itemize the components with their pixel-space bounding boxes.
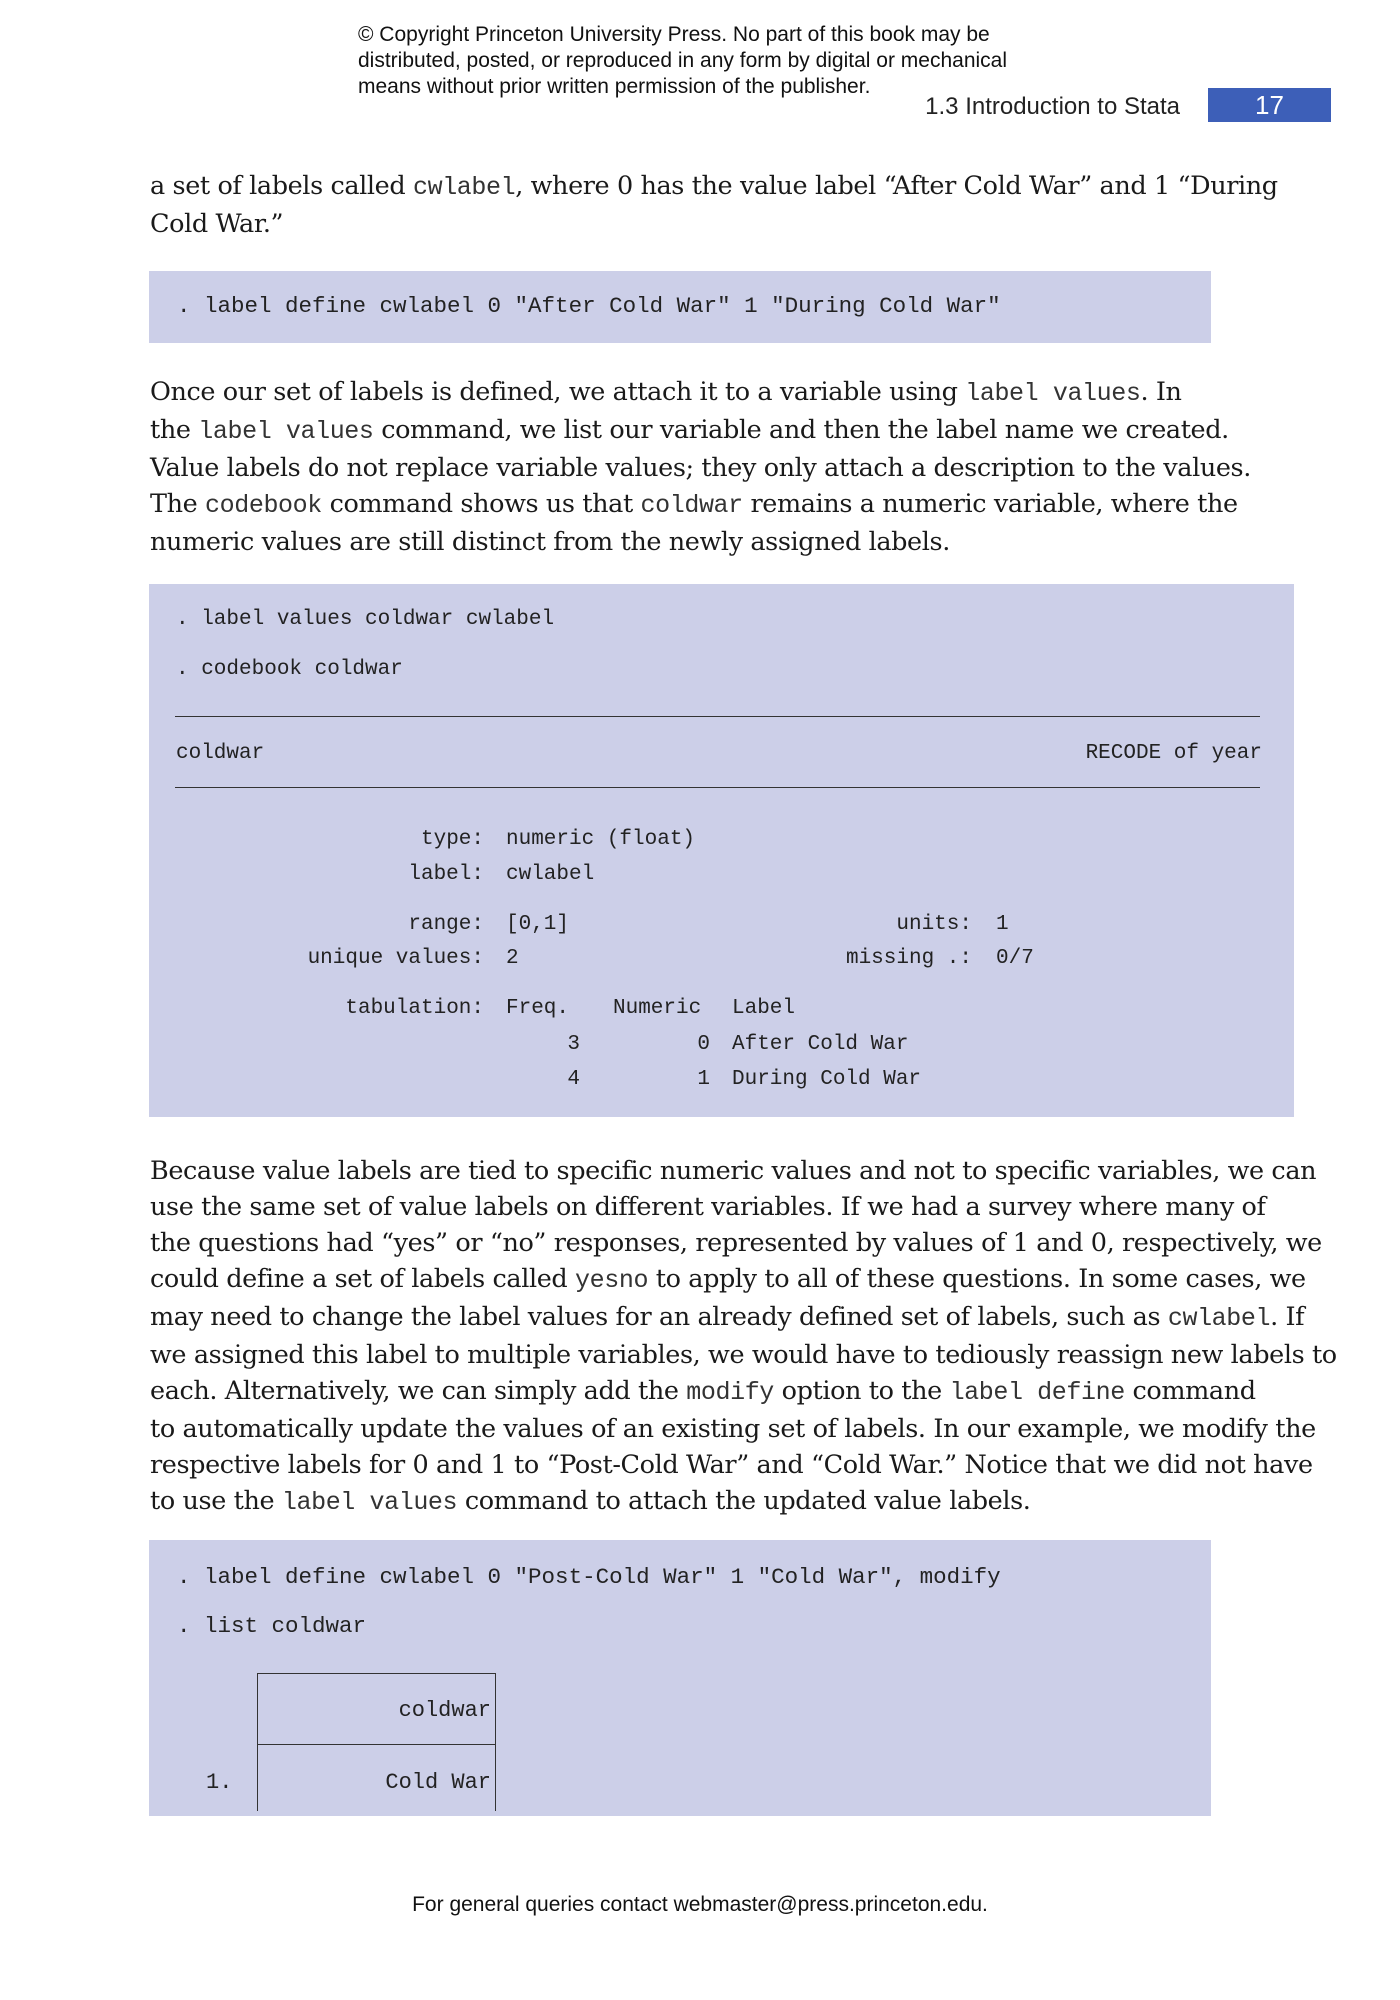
freq-cell: 3 bbox=[567, 1033, 580, 1056]
numeric-cell: 1 bbox=[697, 1068, 710, 1091]
code-command: . label define cwlabel 0 "After Cold War" 1 "During Cold War" bbox=[177, 293, 1001, 319]
table-header: Freq. bbox=[506, 997, 570, 1020]
field-value: cwlabel bbox=[506, 863, 595, 886]
code-block-2 bbox=[149, 584, 1294, 1117]
text-line: each. Alternatively, we can simply add the modify option to the label define command bbox=[150, 1376, 1256, 1407]
table-right-border bbox=[495, 1673, 496, 1811]
field-value: 2 bbox=[506, 947, 519, 970]
inline-code: cwlabel bbox=[1167, 1304, 1271, 1333]
table-header-divider bbox=[257, 1744, 495, 1745]
field-label: units: bbox=[896, 913, 972, 936]
text-line: to automatically update the values of an existing set of labels. In our example, we modify the bbox=[150, 1414, 1316, 1444]
field-label: label: bbox=[408, 863, 484, 886]
text-line: respective labels for 0 and 1 to “Post-Cold War” and “Cold War.” Notice that we did not have bbox=[150, 1450, 1313, 1480]
label-cell: After Cold War bbox=[732, 1033, 909, 1056]
label-cell: During Cold War bbox=[732, 1068, 922, 1091]
field-label: missing .: bbox=[845, 947, 972, 970]
code-command: . label values coldwar cwlabel bbox=[176, 608, 555, 631]
inline-code: cwlabel bbox=[412, 173, 516, 202]
code-command: . list coldwar bbox=[177, 1613, 367, 1639]
inline-code: yesno bbox=[575, 1266, 649, 1295]
list-cell: Cold War bbox=[385, 1770, 491, 1795]
table-left-border bbox=[257, 1673, 258, 1811]
text-line: may need to change the label values for an already defined set of labels, such as cwlabel. If bbox=[150, 1302, 1305, 1333]
variable-name: coldwar bbox=[176, 742, 265, 765]
inline-code: codebook bbox=[205, 491, 322, 520]
copyright-notice bbox=[358, 22, 1058, 100]
variable-description: RECODE of year bbox=[1085, 742, 1262, 765]
text-line: Once our set of labels is defined, we attach it to a variable using label values. In bbox=[150, 377, 1182, 408]
page-number: 17 bbox=[1208, 88, 1331, 122]
text-line: we assigned this label to multiple variables, we would have to tediously reassign new labels to bbox=[150, 1340, 1337, 1370]
field-value: numeric (float) bbox=[506, 828, 696, 851]
text-line: The codebook command shows us that coldwar remains a numeric variable, where the bbox=[150, 489, 1238, 520]
code-command: . label define cwlabel 0 "Post-Cold War" 1 "Cold War", modify bbox=[177, 1564, 1001, 1590]
text-line: use the same set of value labels on different variables. If we had a survey where many of bbox=[150, 1192, 1266, 1222]
copyright-line: means without prior written permission of the publisher. bbox=[358, 75, 871, 98]
text-line: numeric values are still distinct from the newly assigned labels. bbox=[150, 527, 950, 557]
copyright-line: distributed, posted, or reproduced in any form by digital or mechanical bbox=[358, 49, 1008, 72]
field-label: type: bbox=[420, 828, 484, 851]
table-header: Numeric bbox=[613, 997, 702, 1020]
numeric-cell: 0 bbox=[697, 1033, 710, 1056]
inline-code: label define bbox=[949, 1378, 1125, 1407]
text-line: Value labels do not replace variable values; they only attach a description to the values. bbox=[150, 453, 1251, 483]
field-value: [0,1] bbox=[506, 913, 570, 936]
inline-code: coldwar bbox=[640, 491, 743, 520]
text-line: Because value labels are tied to specific numeric values and not to specific variables, we can bbox=[150, 1156, 1317, 1186]
row-number: 1. bbox=[206, 1770, 233, 1795]
field-label: tabulation: bbox=[345, 997, 484, 1020]
running-head: 1.3 Introduction to Stata bbox=[925, 93, 1180, 120]
paragraph-3 bbox=[150, 1153, 1337, 1521]
list-column-header: coldwar bbox=[398, 1698, 491, 1723]
code-block-3 bbox=[149, 1540, 1211, 1816]
field-value: 0/7 bbox=[996, 947, 1034, 970]
text-line: the questions had “yes” or “no” responses, represented by values of 1 and 0, respectively, we bbox=[150, 1228, 1322, 1258]
copyright-line: © Copyright Princeton University Press. No part of this book may be bbox=[358, 23, 990, 46]
text-line: Cold War.” bbox=[150, 209, 284, 239]
text-line: the label values command, we list our variable and then the label name we created. bbox=[150, 415, 1229, 446]
freq-cell: 4 bbox=[567, 1068, 580, 1091]
field-label: range: bbox=[408, 913, 484, 936]
paragraph-2 bbox=[150, 374, 1251, 560]
divider bbox=[175, 787, 1260, 788]
divider bbox=[175, 716, 1260, 717]
table-header: Label bbox=[732, 997, 796, 1020]
text-line: a set of labels called cwlabel, where 0 has the value label “After Cold War” and 1 “During bbox=[150, 171, 1278, 202]
footer-contact: For general queries contact webmaster@press.princeton.edu. bbox=[412, 1893, 988, 1916]
table-top-border bbox=[257, 1673, 495, 1674]
field-label: unique values: bbox=[307, 947, 484, 970]
inline-code: modify bbox=[686, 1378, 774, 1407]
paragraph-1 bbox=[150, 168, 1278, 242]
text-line: to use the label values command to attach the updated value labels. bbox=[150, 1486, 1031, 1517]
inline-code: label values bbox=[198, 417, 374, 446]
inline-code: label values bbox=[281, 1488, 458, 1517]
field-value: 1 bbox=[996, 913, 1009, 936]
code-command: . codebook coldwar bbox=[176, 658, 403, 681]
text-line: could define a set of labels called yesno to apply to all of these questions. In some cases, we bbox=[150, 1264, 1306, 1295]
inline-code: label values bbox=[965, 379, 1141, 408]
code-block-1 bbox=[149, 271, 1211, 343]
